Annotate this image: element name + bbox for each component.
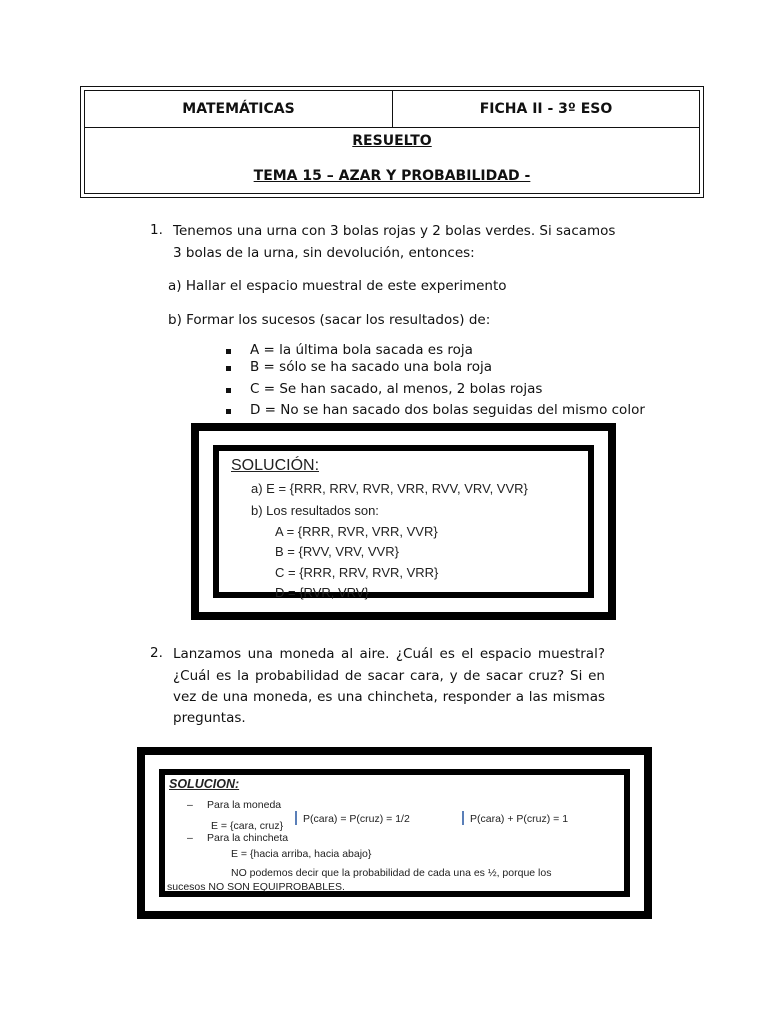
bullet-text: B = sólo se ha sacado una bola roja [250,359,492,375]
header-inner-border [84,90,700,194]
prob-sum: P(cara) + P(cruz) = 1 [470,813,569,825]
header-row [85,91,699,128]
q2-text-line4: preguntas. [173,710,246,726]
solution1-C: C = {RRR, RRV, RVR, VRR} [275,565,439,580]
q2-text-line1: Lanzamos una moneda al aire. ¿Cuál es el espacio muestral? [173,646,605,662]
solution1-B: B = {RVV, VRV, VVR} [275,544,399,559]
q1-bullet-b [250,359,492,375]
bullet-square-icon [226,409,231,414]
q1-bullet-d [250,402,645,418]
moneda-space: E = {cara, cruz} [211,820,284,832]
separator-1 [295,811,297,825]
q1-bullet-a [250,342,473,358]
bullet-text: C = Se han sacado, al menos, 2 bolas rojas [250,381,543,397]
q1-text-line1: Tenemos una urna con 3 bolas rojas y 2 bolas verdes. Si sacamos [173,223,616,239]
q1-text-line2: 3 bolas de la urna, sin devolución, entonces: [173,245,475,261]
note-line2: sucesos NO SON EQUIPROBABLES. [167,881,345,893]
q2-number: 2. [150,645,163,661]
subject-cell: MATEMÁTICAS [85,91,393,127]
bullet-square-icon [226,349,231,354]
status-label: RESUELTO [352,133,432,149]
q1-part-b: b) Formar los sucesos (sacar los resultados) de: [168,312,491,328]
solution1-a: a) E = {RRR, RRV, RVR, VRR, RVV, VRV, VVR} [251,481,528,496]
q1-bullet-c [250,381,542,397]
bullet-square-icon [226,388,231,393]
solution1-title: SOLUCIÓN: [231,457,320,474]
solution2-title: SOLUCION: [169,777,240,791]
bullet-text: A = la última bola sacada es roja [250,342,473,358]
q2-text-line2: ¿Cuál es la probabilidad de sacar cara, y de sacar cruz? Si en [173,668,605,684]
header-table [80,86,704,198]
solution1-frame [191,423,616,620]
bullet-text: D = No se han sacado dos bolas seguidas del mismo color [250,402,645,418]
bullet-square-icon [226,366,231,371]
q1-part-a: a) Hallar el espacio muestral de este experimento [168,278,507,294]
prob-equal: P(cara) = P(cruz) = 1/2 [303,813,410,825]
solution2-content [165,775,624,891]
solution1-content [219,451,588,600]
moneda-label: Para la moneda [207,799,282,811]
dash-1: – [187,799,193,811]
solution1-b: b) Los resultados son: [251,503,379,518]
separator-2 [462,811,464,825]
dash-2: – [187,832,193,844]
sheet-cell: FICHA II - 3º ESO [479,101,613,117]
topic-title: TEMA 15 – AZAR Y PROBABILIDAD - [253,168,531,184]
solution1-D: D = {RVR, VRV} [275,585,369,600]
note-line1: NO podemos decir que la probabilidad de cada una es ½, porque los [231,867,552,879]
solution2-frame [137,747,652,919]
q2-text-line3: vez de una moneda, es una chincheta, responder a las mismas [173,689,605,705]
chincheta-label: Para la chincheta [207,832,289,844]
solution1-A: A = {RRR, RVR, VRR, VVR} [275,524,438,539]
q1-number: 1. [150,222,163,238]
chincheta-space: E = {hacia arriba, hacia abajo} [231,848,372,860]
